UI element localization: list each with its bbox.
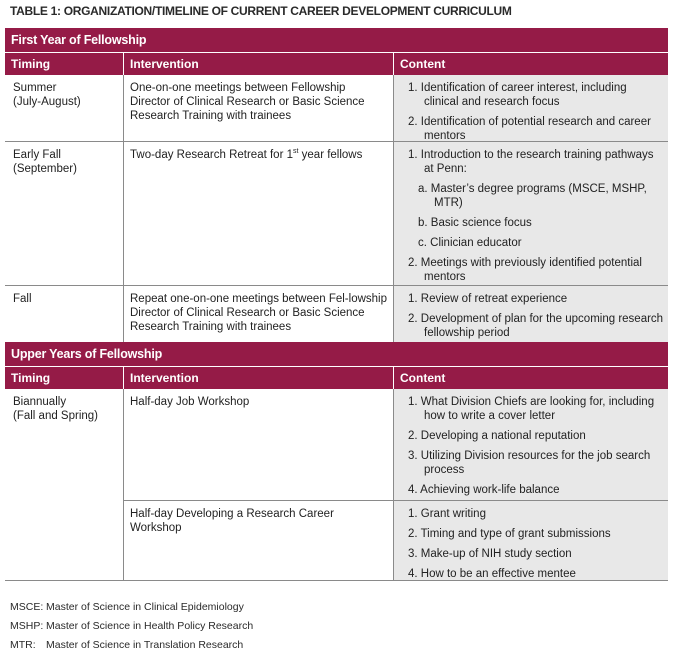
list-item-text: 1. What Division Chiefs are looking for, including how to write a cover letter xyxy=(408,396,655,422)
list-item-text: 1. Review of retreat experience xyxy=(408,293,568,305)
intervention-text: Two-day Research Retreat for 1 xyxy=(130,149,293,161)
list-item xyxy=(394,449,664,477)
table-row xyxy=(5,141,668,285)
content-cell xyxy=(393,75,668,141)
list-item xyxy=(394,216,664,230)
column-header-timing: Timing xyxy=(11,57,51,71)
list-item-text: 2. Meetings with previously identified potential mentors xyxy=(408,257,642,283)
content-cell xyxy=(393,501,668,580)
workshop-group xyxy=(123,389,668,580)
intervention-cell: One-on-one meetings between Fellowship Director of Clinical Research or Basic Science Research Training with trainees xyxy=(123,75,393,141)
list-item-text: 3. Utilizing Division resources for the job search process xyxy=(408,450,651,476)
list-item xyxy=(394,395,664,423)
timing-text: Biannually xyxy=(13,396,67,408)
section-header-first-year: First Year of Fellowship xyxy=(5,28,668,52)
list-item xyxy=(394,507,664,521)
list-item xyxy=(394,527,664,541)
list-item-text: 2. Timing and type of grant submissions xyxy=(408,528,611,540)
timing-text: (July-August) xyxy=(13,96,81,108)
table-row xyxy=(5,75,668,141)
section-header-upper-years: Upper Years of Fellowship xyxy=(5,342,668,366)
table-row xyxy=(5,285,668,342)
list-item-text: 1. Identification of career interest, including clinical and research focus xyxy=(408,82,627,108)
footnote-abbr: MTR: xyxy=(10,639,36,651)
list-item xyxy=(394,182,664,210)
intervention-cell xyxy=(123,142,393,285)
footnote xyxy=(10,620,253,632)
list-item-text: 2. Developing a national reputation xyxy=(408,430,586,442)
list-item-text: 1. Grant writing xyxy=(408,508,486,520)
list-item-text: a. Master’s degree programs (MSCE, MSHP, MTR) xyxy=(418,183,647,209)
table-title: TABLE 1: ORGANIZATION/TIMELINE OF CURRENT CAREER DEVELOPMENT CURRICULUM xyxy=(10,4,512,18)
list-item xyxy=(394,115,664,143)
list-item-text: c. Clinician educator xyxy=(418,237,522,249)
intervention-text: year fellows xyxy=(298,149,363,161)
timing-text: Fall xyxy=(13,293,32,305)
list-item-text: b. Basic science focus xyxy=(418,217,532,229)
intervention-cell: Half-day Job Workshop xyxy=(123,389,393,500)
timing-cell xyxy=(5,75,123,141)
list-item xyxy=(394,256,664,284)
list-item xyxy=(394,567,664,581)
intervention-cell: Half-day Developing a Research Career Workshop xyxy=(123,501,393,580)
list-item-text: 4. How to be an effective mentee xyxy=(408,568,576,580)
list-item-text: 4. Achieving work-life balance xyxy=(408,484,560,496)
list-item-text: 2. Development of plan for the upcoming research fellowship period xyxy=(408,313,664,339)
column-header-intervention: Intervention xyxy=(123,367,393,389)
list-item-text: 1. Introduction to the research training pathways at Penn: xyxy=(408,149,654,175)
timing-cell xyxy=(5,389,123,579)
footnote-text: Master of Science in Translation Research xyxy=(46,639,244,651)
column-header-row xyxy=(5,52,668,75)
footnote-abbr: MSCE: xyxy=(10,601,44,613)
list-item xyxy=(394,292,664,306)
list-item xyxy=(394,148,664,176)
list-item xyxy=(394,483,664,497)
column-header-row xyxy=(5,366,668,389)
timing-text: (September) xyxy=(13,163,77,175)
footnote-abbr: MSHP: xyxy=(10,620,44,632)
timing-text: Summer xyxy=(13,82,57,94)
timing-text: (Fall and Spring) xyxy=(13,410,99,422)
timing-cell xyxy=(5,286,123,342)
list-item-text: 2. Identification of potential research and career mentors xyxy=(408,116,651,142)
superscript: st xyxy=(293,148,299,156)
footnote-text: Master of Science in Health Policy Research xyxy=(46,620,254,632)
footnote xyxy=(10,601,244,613)
footnote xyxy=(10,639,243,651)
list-item-text: 3. Make-up of NIH study section xyxy=(408,548,572,560)
column-header-content: Content xyxy=(393,367,668,389)
timing-text: Early Fall xyxy=(13,149,61,161)
list-item xyxy=(394,81,664,109)
curriculum-table xyxy=(5,28,668,581)
intervention-cell: Repeat one-on-one meetings between Fel-lowship Director of Clinical Research or Basic Science Research Training with trainees xyxy=(123,286,393,342)
content-cell xyxy=(393,389,668,500)
workshop-row xyxy=(123,500,668,580)
content-cell xyxy=(393,142,668,285)
column-header-timing: Timing xyxy=(11,371,51,385)
list-item xyxy=(394,547,664,561)
table-row xyxy=(5,389,668,580)
list-item xyxy=(394,429,664,443)
column-header-intervention: Intervention xyxy=(123,53,393,75)
timing-cell xyxy=(5,142,123,285)
content-cell xyxy=(393,286,668,342)
list-item xyxy=(394,312,664,340)
list-item xyxy=(394,236,664,250)
footnote-text: Master of Science in Clinical Epidemiology xyxy=(46,601,244,613)
workshop-row xyxy=(123,389,668,500)
column-header-content: Content xyxy=(393,53,668,75)
